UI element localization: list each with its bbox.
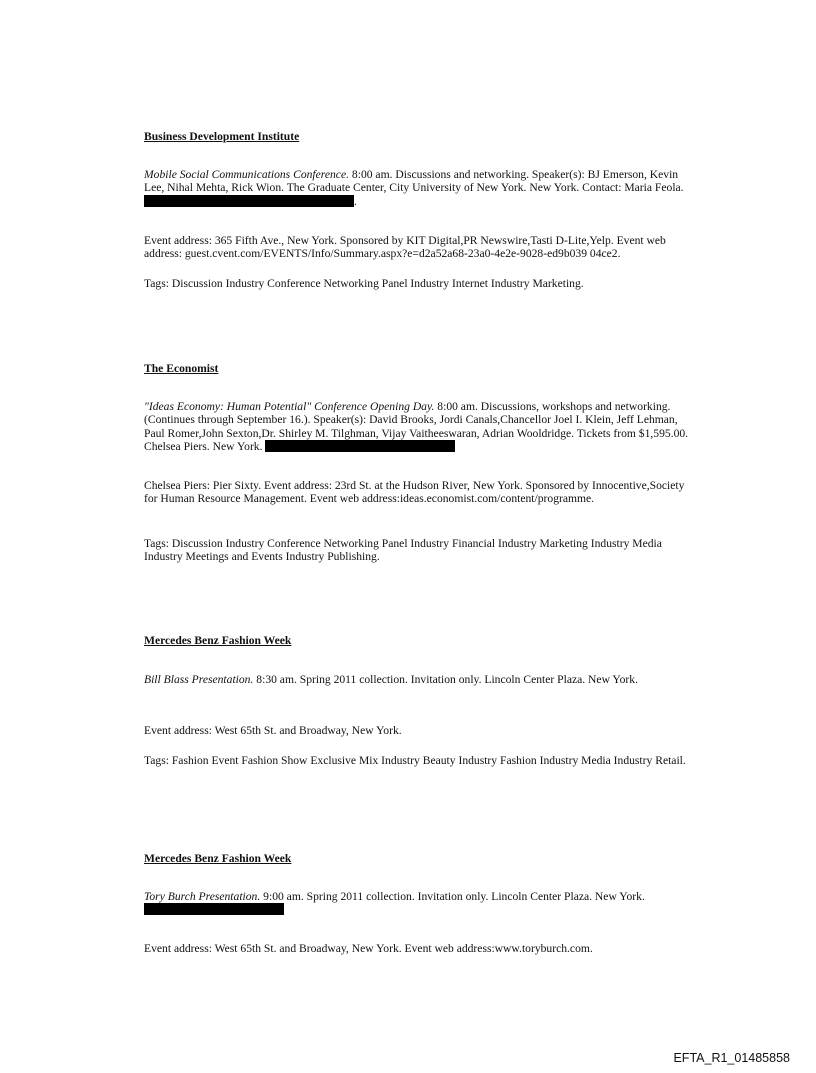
event-description [144, 400, 694, 454]
event-tags: Tags: Discussion Industry Conference Networking Panel Industry Internet Industry Marketing. [144, 277, 584, 290]
redaction-bar [144, 195, 354, 207]
event-address: Event address: West 65th St. and Broadway, New York. Event web address:www.toryburch.com. [144, 942, 593, 955]
event-description [144, 673, 694, 686]
event-address: Event address: 365 Fifth Ave., New York. Sponsored by KIT Digital,PR Newswire,Tasti D-Lite,Yelp. Event web address: guest.cvent.com/EVENTS/Info/Summary.aspx?e=d2a52a68-23a0-4e2e-9028-ed9b039 04ce2. [144, 234, 666, 261]
event-details: 8:30 am. Spring 2011 collection. Invitation only. Lincoln Center Plaza. New York. [256, 673, 638, 686]
redaction-bar [144, 903, 284, 915]
document-id-footer: EFTA_R1_01485858 [673, 1051, 790, 1065]
event-title: Tory Burch Presentation. [144, 890, 261, 903]
event-title: "Ideas Economy: Human Potential" Conference Opening Day. [144, 400, 435, 413]
event-title: Bill Blass Presentation. [144, 673, 254, 686]
event-tags: Tags: Fashion Event Fashion Show Exclusive Mix Industry Beauty Industry Fashion Industry Media Industry Retail. [144, 754, 686, 767]
event-details: 8:00 am. Discussions, workshops and networking. (Continues through September 16.). Speaker(s): David Brooks, Jordi Canals,Chancellor Joel I. Klein, Jeff Lehman, Paul Romer,John Sexton,Dr. Shirley M. Tilghman, Vijay Vaitheeswaran, Adrian Wooldridge. Tickets from $1,595.00. Chelsea Piers. New York. [144, 400, 689, 454]
event-details: 9:00 am. Spring 2011 collection. Invitation only. Lincoln Center Plaza. New York. [263, 890, 645, 903]
section-heading: Business Development Institute [144, 130, 300, 143]
section-heading: The Economist [144, 362, 219, 375]
section-heading: Mercedes Benz Fashion Week [144, 634, 292, 647]
event-address: Event address: West 65th St. and Broadway, New York. [144, 724, 402, 737]
event-end: . [354, 194, 357, 208]
event-description [144, 168, 694, 208]
event-description [144, 890, 694, 917]
event-title: Mobile Social Communications Conference. [144, 168, 350, 181]
event-details: 8:00 am. Discussions and networking. Speaker(s): BJ Emerson, Kevin Lee, Nihal Mehta, Rick Wion. The Graduate Center, City University of New York. New York. Contact: Maria Feola. [144, 168, 684, 195]
section-heading: Mercedes Benz Fashion Week [144, 852, 292, 865]
redaction-bar [265, 440, 455, 452]
event-address: Chelsea Piers: Pier Sixty. Event address: 23rd St. at the Hudson River, New York. Sponsored by Innocentive,Society for Human Resource Management. Event web address:ideas.economist.com/content/programme. [144, 479, 685, 506]
event-tags: Tags: Discussion Industry Conference Networking Panel Industry Financial Industry Marketing Industry Media Industry Meetings and Events Industry Publishing. [144, 537, 662, 564]
